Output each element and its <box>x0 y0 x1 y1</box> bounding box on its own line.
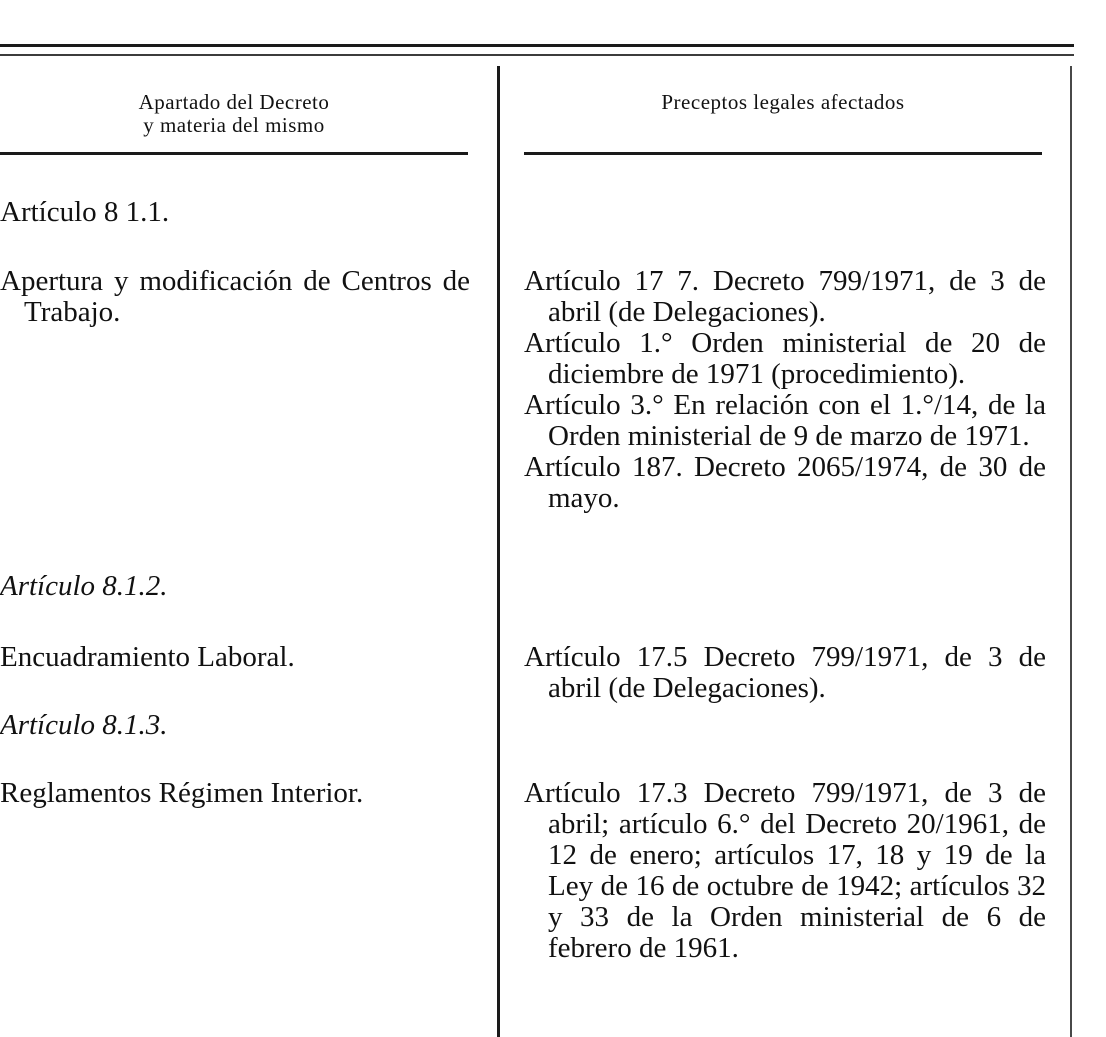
left-entry-apertura: Apertura y modificación de Centros de Trabajo. <box>0 265 470 328</box>
header-rule-left <box>0 152 468 155</box>
column-header-left <box>0 91 468 137</box>
right-entry-encuadramiento <box>524 642 1046 704</box>
column-header-right: Preceptos legales afectados <box>661 90 905 114</box>
precept-decreto-799-art-17-7: Artículo 17 7. Decreto 799/1971, de 3 de abril (de Delegaciones). <box>524 265 1046 328</box>
top-rule-secondary <box>0 54 1074 56</box>
header-left-line1: Apartado del Decreto <box>138 90 330 114</box>
precept-decreto-799-art-17-3: Artículo 17.3 Decreto 799/1971, de 3 de abril; artículo 6.° del Decreto 20/1961, de 12 de enero; artículos 17, 18 y 19 de la Ley de 16 de octubre de 1942; artículos 32 y 33 de la Orden ministerial de 6 de febrero de 1961. <box>524 777 1046 964</box>
left-entry-article-8-1-2: Artículo 8.1.2. <box>0 570 168 602</box>
precept-orden-9-marzo-1971: Artículo 3.° En relación con el 1.°/14, de la Orden ministerial de 9 de marzo de 1971. <box>524 389 1046 452</box>
precept-orden-20-dic-1971: Artículo 1.° Orden ministerial de 20 de diciembre de 1971 (procedimiento). <box>524 327 1046 390</box>
left-entry-article-8-1-1: Artículo 8 1.1. <box>0 196 170 228</box>
right-border <box>1070 66 1072 1037</box>
left-entry-encuadramiento: Encuadramiento Laboral. <box>0 641 295 673</box>
header-rule-right <box>524 152 1042 155</box>
header-left-line2: y materia del mismo <box>143 113 325 137</box>
right-entry-reglamentos <box>524 778 1046 964</box>
precept-decreto-799-art-17-5: Artículo 17.5 Decreto 799/1971, de 3 de abril (de Delegaciones). <box>524 641 1046 704</box>
precept-decreto-2065-1974: Artículo 187. Decreto 2065/1974, de 30 de mayo. <box>524 451 1046 514</box>
left-entry-reglamentos: Reglamentos Régimen Interior. <box>0 777 364 809</box>
left-entry-article-8-1-3: Artículo 8.1.3. <box>0 709 168 741</box>
top-rule <box>0 44 1074 47</box>
column-divider <box>497 66 500 1037</box>
right-entry-apertura-block <box>524 266 1046 514</box>
